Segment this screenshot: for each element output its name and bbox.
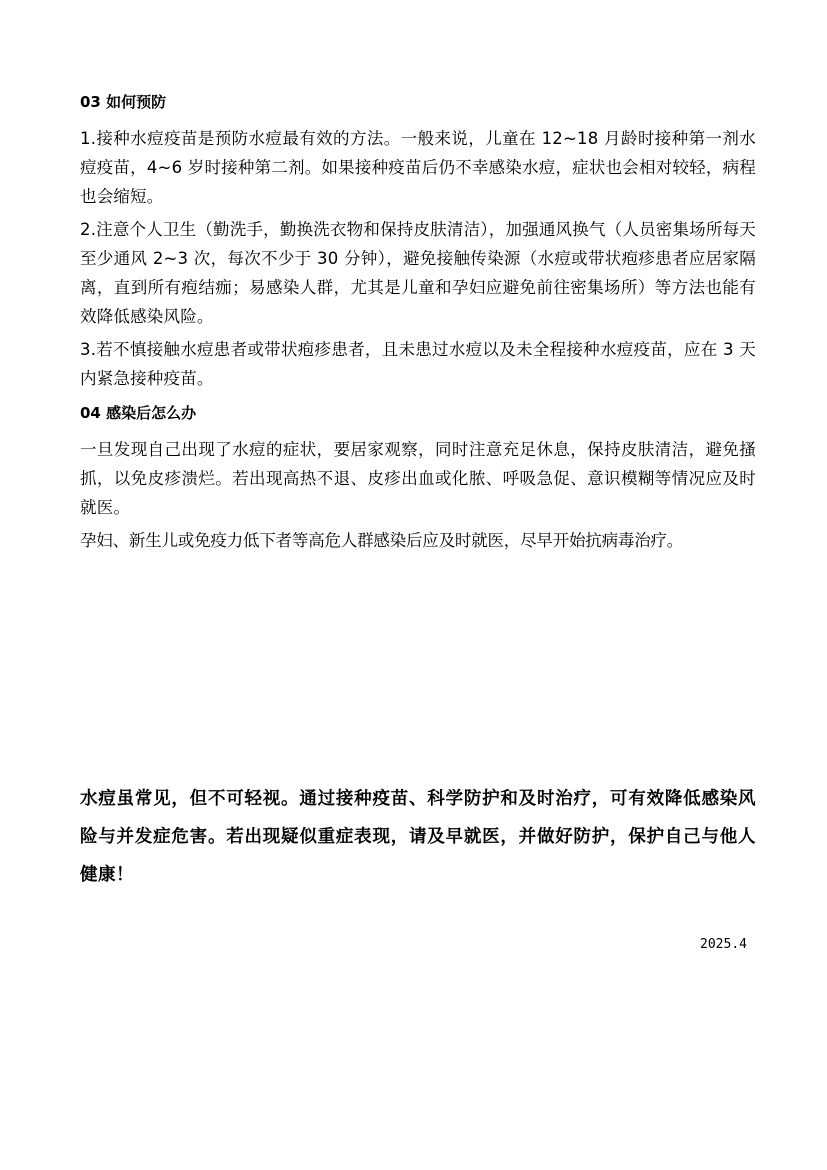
after-infection-paragraph-1: 一旦发现自己出现了水痘的症状，要居家观察，同时注意充足休息，保持皮肤清洁，避免搔抓，以免皮疹溃烂。若出现高热不退、皮疹出血或化脓、呼吸急促、意识模糊等情况应及时就医。 — [80, 440, 756, 517]
section-03-heading: 03 如何预防 — [80, 93, 167, 111]
after-infection-paragraph-2: 孕妇、新生儿或免疫力低下者等高危人群感染后应及时就医，尽早开始抗病毒治疗。 — [80, 531, 684, 550]
summary-paragraph: 水痘虽常见，但不可轻视。通过接种疫苗、科学防护和及时治疗，可有效降低感染风险与并发症危害。若出现疑似重症表现，请及早就医，并做好防护，保护自己与他人健康！ — [80, 789, 756, 885]
prevention-item-3: 3.若不慎接触水痘患者或带状疱疹患者，且未患过水痘以及未全程接种水痘疫苗，应在 3 天内紧急接种疫苗。 — [80, 340, 756, 388]
section-04-heading: 04 感染后怎么办 — [80, 404, 197, 422]
prevention-item-2: 2.注意个人卫生（勤洗手，勤换洗衣物和保持皮肤清洁），加强通风换气（人员密集场所每天至少通风 2~3 次，每次不少于 30 分钟），避免接触传染源（水痘或带状疱疹患者应居家隔离，直到所有疱结痂；易感染人群，尤其是儿童和孕妇应避免前往密集场所）等方法也能有效降低感染风险。 — [80, 220, 756, 326]
prevention-item-1: 1.接种水痘疫苗是预防水痘最有效的方法。一般来说，儿童在 12~18 月龄时接种第一剂水痘疫苗，4~6 岁时接种第二剂。如果接种疫苗后仍不幸感染水痘，症状也会相对较轻，病程也会缩短。 — [80, 129, 756, 206]
document-body — [80, 88, 756, 559]
document-date: 2025.4 — [700, 937, 747, 952]
